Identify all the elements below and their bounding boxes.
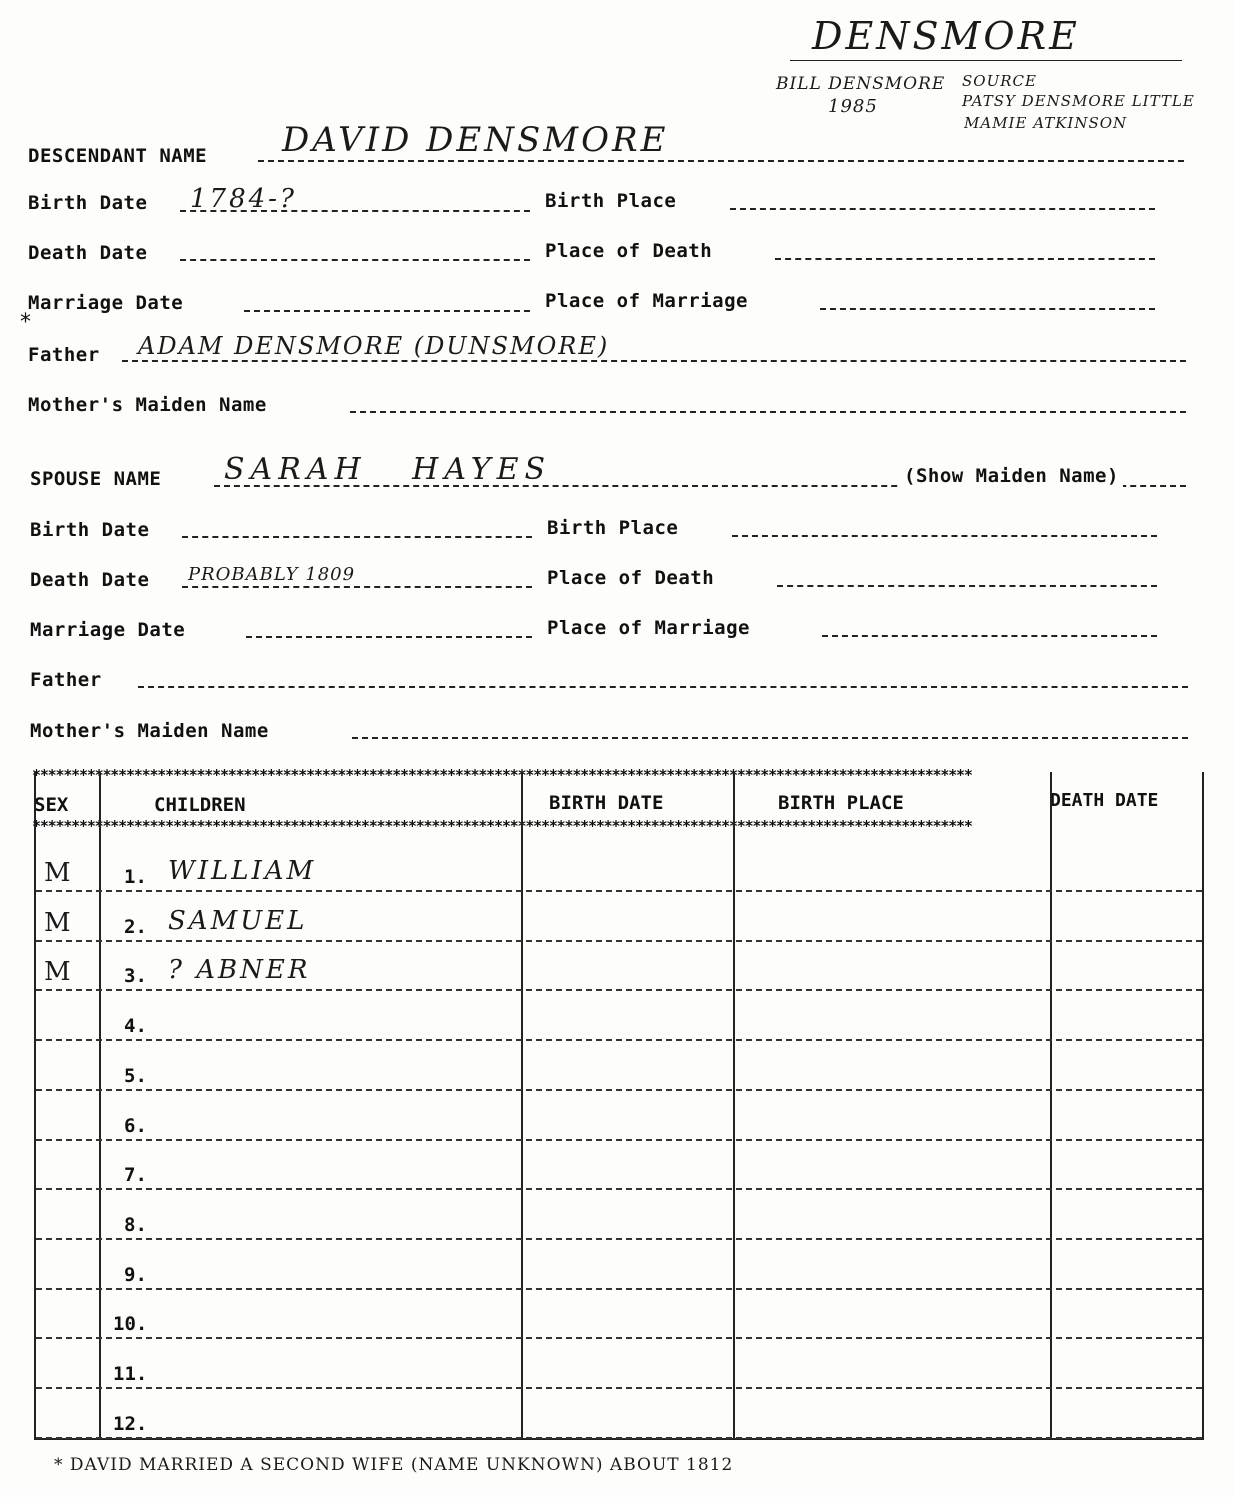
header-sex: SEX <box>34 794 69 816</box>
table-top-border: ************************************************************************************************************************ <box>32 766 972 784</box>
row-number: 10. <box>113 1313 148 1335</box>
death-date-label: Death Date <box>28 242 148 264</box>
table-header-border: ************************************************************************************************************************ <box>32 817 972 835</box>
asterisk-mark: * <box>20 310 31 335</box>
father-value: ADAM DENSMORE (DUNSMORE) <box>138 332 610 360</box>
source-line-1: PATSY DENSMORE LITTLE <box>962 92 1195 110</box>
child-sex: M <box>44 908 72 938</box>
place-of-death-label: Place of Death <box>545 240 713 262</box>
row-line <box>36 1039 1202 1041</box>
birth-date-value: 1784-? <box>190 184 297 214</box>
spouse-death-date-value: PROBABLY 1809 <box>188 564 356 585</box>
spouse-place-of-death-line <box>777 585 1157 587</box>
spouse-name-label: SPOUSE NAME <box>30 468 162 490</box>
row-number: 6. <box>124 1115 147 1137</box>
spouse-birth-place-line <box>732 535 1157 537</box>
spouse-birth-date-label: Birth Date <box>30 519 150 541</box>
row-line <box>36 1238 1202 1240</box>
row-line <box>36 1437 1202 1439</box>
col-divider-birth-place <box>1050 772 1052 1440</box>
spouse-name-value: SARAH HAYES <box>224 452 552 487</box>
father-label: Father <box>28 344 100 366</box>
row-line <box>36 1387 1202 1389</box>
col-divider-birth-date <box>733 772 735 1440</box>
col-divider-children <box>521 772 523 1440</box>
row-number: 8. <box>124 1214 147 1236</box>
marriage-date-line <box>244 310 530 312</box>
death-date-line <box>180 259 530 261</box>
row-number: 5. <box>124 1065 147 1087</box>
child-name: SAMUEL <box>168 906 308 936</box>
row-number: 2. <box>124 916 147 938</box>
show-maiden-name-note: (Show Maiden Name) <box>900 465 1123 487</box>
surname-heading: DENSMORE <box>812 14 1080 58</box>
marriage-date-label: Marriage Date <box>28 292 184 314</box>
mother-maiden-name-line <box>350 411 1186 413</box>
row-line <box>36 1288 1202 1290</box>
col-divider-sex <box>99 772 101 1440</box>
row-number: 9. <box>124 1264 147 1286</box>
compiler-name: BILL DENSMORE <box>776 74 946 94</box>
descendant-name-line <box>258 160 1184 162</box>
spouse-place-of-death-label: Place of Death <box>547 567 715 589</box>
father-line <box>122 360 1186 362</box>
header-children: CHILDREN <box>154 794 246 816</box>
header-birth-date: BIRTH DATE <box>549 792 664 814</box>
spouse-place-of-marriage-line <box>822 635 1157 637</box>
row-number: 3. <box>124 965 147 987</box>
spouse-death-date-label: Death Date <box>30 569 150 591</box>
place-of-death-line <box>775 258 1155 260</box>
descendant-name-label: DESCENDANT NAME <box>28 145 208 167</box>
row-number: 11. <box>113 1363 148 1385</box>
spouse-mother-maiden-name-label: Mother's Maiden Name <box>30 720 269 742</box>
descendant-name-value: DAVID DENSMORE <box>282 120 669 160</box>
place-of-marriage-line <box>820 308 1155 310</box>
spouse-place-of-marriage-label: Place of Marriage <box>547 617 750 639</box>
source-label: SOURCE <box>962 72 1037 90</box>
spouse-birth-place-label: Birth Place <box>547 517 679 539</box>
row-line <box>36 1139 1202 1141</box>
spouse-marriage-date-label: Marriage Date <box>30 619 186 641</box>
row-line <box>36 989 1202 991</box>
child-name: WILLIAM <box>168 856 317 886</box>
row-number: 4. <box>124 1015 147 1037</box>
child-sex: M <box>44 957 72 987</box>
header-birth-place: BIRTH PLACE <box>778 792 904 814</box>
child-name: ? ABNER <box>168 955 311 985</box>
place-of-marriage-label: Place of Marriage <box>545 290 748 312</box>
row-number: 7. <box>124 1164 147 1186</box>
spouse-marriage-date-line <box>246 636 532 638</box>
row-line <box>36 1188 1202 1190</box>
row-line <box>36 940 1202 942</box>
footnote: * DAVID MARRIED A SECOND WIFE (NAME UNKNOWN) ABOUT 1812 <box>54 1455 734 1475</box>
table-right-border <box>1202 772 1204 1440</box>
row-line <box>36 1089 1202 1091</box>
spouse-birth-date-line <box>182 536 532 538</box>
header-death-date: DEATH DATE <box>1050 790 1159 811</box>
source-line-2: MAMIE ATKINSON <box>964 114 1128 132</box>
spouse-death-date-line <box>182 586 532 588</box>
birth-place-label: Birth Place <box>545 190 677 212</box>
row-number: 12. <box>113 1413 148 1435</box>
row-line <box>36 1337 1202 1339</box>
mother-maiden-name-label: Mother's Maiden Name <box>28 394 267 416</box>
birth-date-label: Birth Date <box>28 192 148 214</box>
spouse-father-line <box>138 686 1188 688</box>
child-sex: M <box>44 858 72 888</box>
spouse-father-label: Father <box>30 669 102 691</box>
spouse-mother-maiden-name-line <box>352 737 1188 739</box>
row-line <box>36 890 1202 892</box>
surname-underline <box>790 60 1182 61</box>
row-number: 1. <box>124 866 147 888</box>
compiler-year: 1985 <box>828 96 878 117</box>
birth-place-line <box>730 208 1155 210</box>
table-left-border <box>34 772 36 1440</box>
